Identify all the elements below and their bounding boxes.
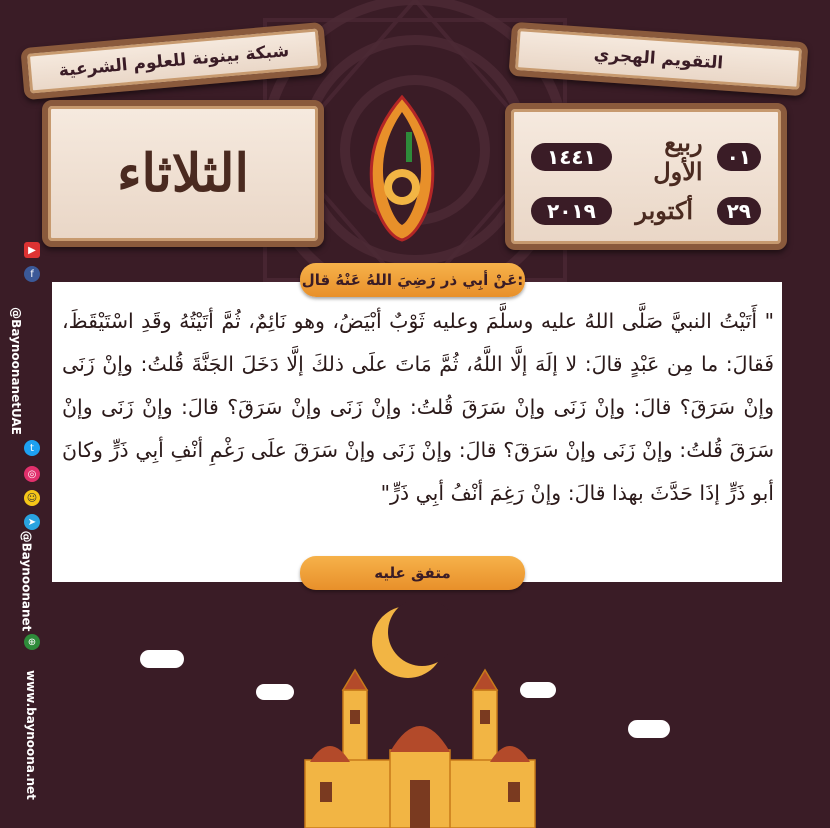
cloud-icon bbox=[628, 720, 670, 738]
gregorian-month: أكتوبر bbox=[635, 196, 694, 225]
grade-tag bbox=[300, 556, 525, 590]
hijri-month: ربيع الأول bbox=[653, 128, 703, 186]
baynoona-logo bbox=[360, 92, 444, 242]
calendar-label: التقويم الهجري bbox=[593, 44, 724, 74]
web-icon[interactable]: ⊕ bbox=[24, 634, 40, 650]
hadith-text: " أَتَيْتُ النبيَّ صَلَّى اللهُ عليه وسلَّمَ وعليه ثَوْبٌ أبْيَضُ، وهو نَائِمٌ، ثُمَّ أتَيْتُهُ وقَدِ اسْتَيْقَظَ، فَقالَ: ما مِن عَبْدٍ قالَ: لا إلَهَ إلَّا اللَّهُ، ثُمَّ مَاتَ علَى ذلكَ إلَّا دَخَلَ الجَنَّةَ قُلتُ: وإنْ زَنَى وإنْ سَرَقَ؟ قالَ: وإنْ زَنَى وإنْ سَرَقَ قُلتُ: وإنْ زَنَى وإنْ سَرَقَ؟ قالَ: وإنْ زَنَى وإنْ سَرَقَ قُلتُ: وإنْ زَنَى وإنْ سَرَقَ؟ قالَ: وإنْ زَنَى وإنْ سَرَقَ علَى رَغْمِ أنْفِ أبِي ذَرٍّ وكانَ أبو ذَرٍّ إذَا حَدَّثَ بهذا قالَ: وإنْ رَغِمَ أنْفُ أبِي ذَرٍّ" bbox=[62, 309, 774, 505]
date-scroll bbox=[505, 103, 787, 250]
gregorian-year: ٢٠١٩ bbox=[531, 197, 612, 225]
gregorian-day: ٢٩ bbox=[717, 197, 761, 225]
weekday-scroll bbox=[42, 100, 324, 247]
weekday: الثلاثاء bbox=[117, 143, 249, 204]
hijri-year: ١٤٤١ bbox=[531, 143, 612, 171]
instagram-icon[interactable]: ◎ bbox=[24, 466, 40, 482]
network-name: شبكة بينونة للعلوم الشرعية bbox=[57, 40, 291, 82]
website-url[interactable]: www.baynoona.net bbox=[23, 670, 38, 800]
youtube-icon[interactable]: ▶ bbox=[24, 242, 40, 258]
mosque-illustration bbox=[295, 660, 545, 828]
grade: متفق عليه bbox=[374, 564, 451, 582]
cloud-icon bbox=[256, 684, 294, 700]
facebook-icon[interactable]: f bbox=[24, 266, 40, 282]
cloud-icon bbox=[140, 650, 184, 668]
telegram-icon[interactable]: ➤ bbox=[24, 514, 40, 530]
twitter-icon[interactable]: t bbox=[24, 440, 40, 456]
narrator-tag bbox=[300, 263, 525, 297]
social-strip bbox=[0, 240, 42, 828]
social-handle: @Baynoonanet bbox=[19, 530, 34, 632]
gregorian-date bbox=[531, 196, 761, 225]
snapchat-icon[interactable]: ☺ bbox=[24, 490, 40, 506]
hijri-date bbox=[531, 128, 761, 186]
narrator: عَنْ أبِي ذر رَضِيَ اللهُ عَنْهُ قال: bbox=[301, 271, 524, 289]
hijri-day: ٠١ bbox=[717, 143, 761, 171]
social-handle-uae: @BaynoonanetUAE bbox=[8, 307, 23, 435]
